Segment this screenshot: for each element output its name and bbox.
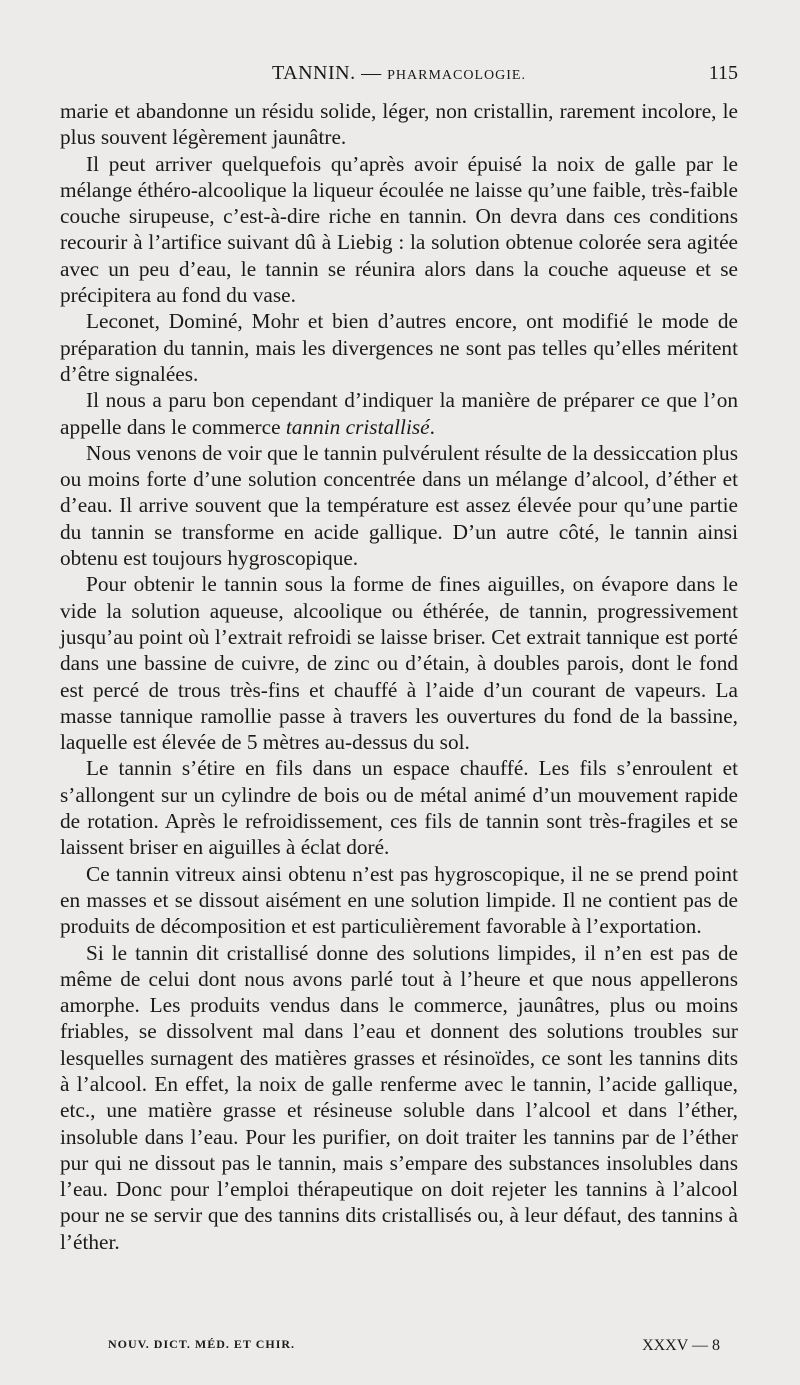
- paragraph-1: marie et abandonne un résidu solide, léger, non cristallin, rarement incolore, le plus souvent légèrement jaunâtre.: [60, 99, 738, 150]
- paragraph-8: Ce tannin vitreux ainsi obtenu n’est pas hygroscopique, il ne se prend point en masses et se dissout aisément en une solution limpide. Il ne contient pas de produits de décomposition et est particulièrement favorable à l’exportation.: [60, 861, 738, 939]
- paragraph-5: Nous venons de voir que le tannin pulvérulent résulte de la dessiccation plus ou moins forte d’une solution concentrée dans un mélange d’alcool, d’éther et d’eau. Il arrive souvent que la température est assez élevée pour qu’une partie du tannin se transforme en acide gallique. D’un autre côté, le tannin ainsi obtenu est toujours hygroscopique.: [60, 440, 738, 571]
- running-title: [60, 62, 738, 85]
- paragraph-4-end: .: [429, 414, 435, 439]
- paragraph-6: Pour obtenir le tannin sous la forme de fines aiguilles, on évapore dans le vide la solution aqueuse, alcoolique ou éthérée, de tannin, progressivement jusqu’au point où l’extrait refroidi se laisse briser. Cet extrait tannique est porté dans une bassine de cuivre, de zinc ou d’étain, à doubles parois, dont le fond est percé de trous très-fins et chauffé à l’aide d’un courant de vapeurs. La masse tannique ramollie passe à travers les ouvertures du fond de la bassine, laquelle est élevée de 5 mètres au-dessus du sol.: [60, 572, 738, 755]
- running-title-separator: —: [355, 62, 388, 84]
- paragraph-3: Leconet, Dominé, Mohr et bien d’autres encore, ont modifié le mode de préparation du tannin, mais les divergences ne sont pas telles qu’elles méritent d’être signalées.: [60, 309, 738, 386]
- footer-signature: NOUV. DICT. MÉD. ET CHIR.: [108, 1337, 296, 1351]
- running-title-main: TANNIN.: [272, 62, 356, 84]
- footer-volume: XXXV — 8: [642, 1337, 720, 1354]
- page-number: 115: [708, 62, 738, 84]
- running-header: [60, 62, 738, 92]
- paragraph-9: Si le tannin dit cristallisé donne des solutions limpides, il n’en est pas de même de celui dont nous avons parlé tout à l’heure et que nous appellerons amorphe. Les produits vendus dans le commerce, jaunâtres, plus ou moins friables, se dissolvent mal dans l’eau et donnent des solutions troubles sur lesquelles surnagent des matières grasses et résinoïdes, ce sont les tannins dits à l’alcool. En effet, la noix de galle renferme avec le tannin, l’acide gallique, etc., une matière grasse et résineuse soluble dans l’alcool et dans l’éther, insoluble dans l’eau. Pour les purifier, on doit traiter les tannins par de l’éther pur qui ne dissout pas le tannin, mais s’empare des substances insolubles dans l’eau. Donc pour l’emploi thérapeutique on doit rejeter les tannins à l’alcool pour ne se servir que des tannins dits cristallisés ou, à leur défaut, des tannins à l’éther.: [60, 940, 738, 1254]
- body-text: [60, 98, 738, 1255]
- page-footer: [108, 1337, 720, 1359]
- paragraph-4: [60, 387, 738, 440]
- running-title-subject: PHARMACOLOGIE.: [387, 68, 526, 83]
- paragraph-4-emphasis: tannin cristallisé: [285, 414, 430, 439]
- paragraph-4-text: Il nous a paru bon cependant d’indiquer la manière de préparer ce que l’on appelle dans le commerce: [60, 388, 738, 439]
- paragraph-2: Il peut arriver quelquefois qu’après avoir épuisé la noix de galle par le mélange éthéro-alcoolique la liqueur écoulée ne laisse qu’une faible, très-faible couche sirupeuse, c’est-à-dire riche en tannin. On devra dans ces conditions recourir à l’artifice suivant dû à Liebig : la solution obtenue colorée sera agitée avec un peu d’eau, le tannin se réunira alors dans la couche aqueuse et se précipitera au fond du vase.: [60, 151, 738, 308]
- paragraph-7: Le tannin s’étire en fils dans un espace chauffé. Les fils s’enroulent et s’allongent sur un cylindre de bois ou de métal animé d’un mouvement rapide de rotation. Après le refroidissement, ces fils de tannin sont très-fragiles et se laissent briser en aiguilles à éclat doré.: [60, 756, 738, 860]
